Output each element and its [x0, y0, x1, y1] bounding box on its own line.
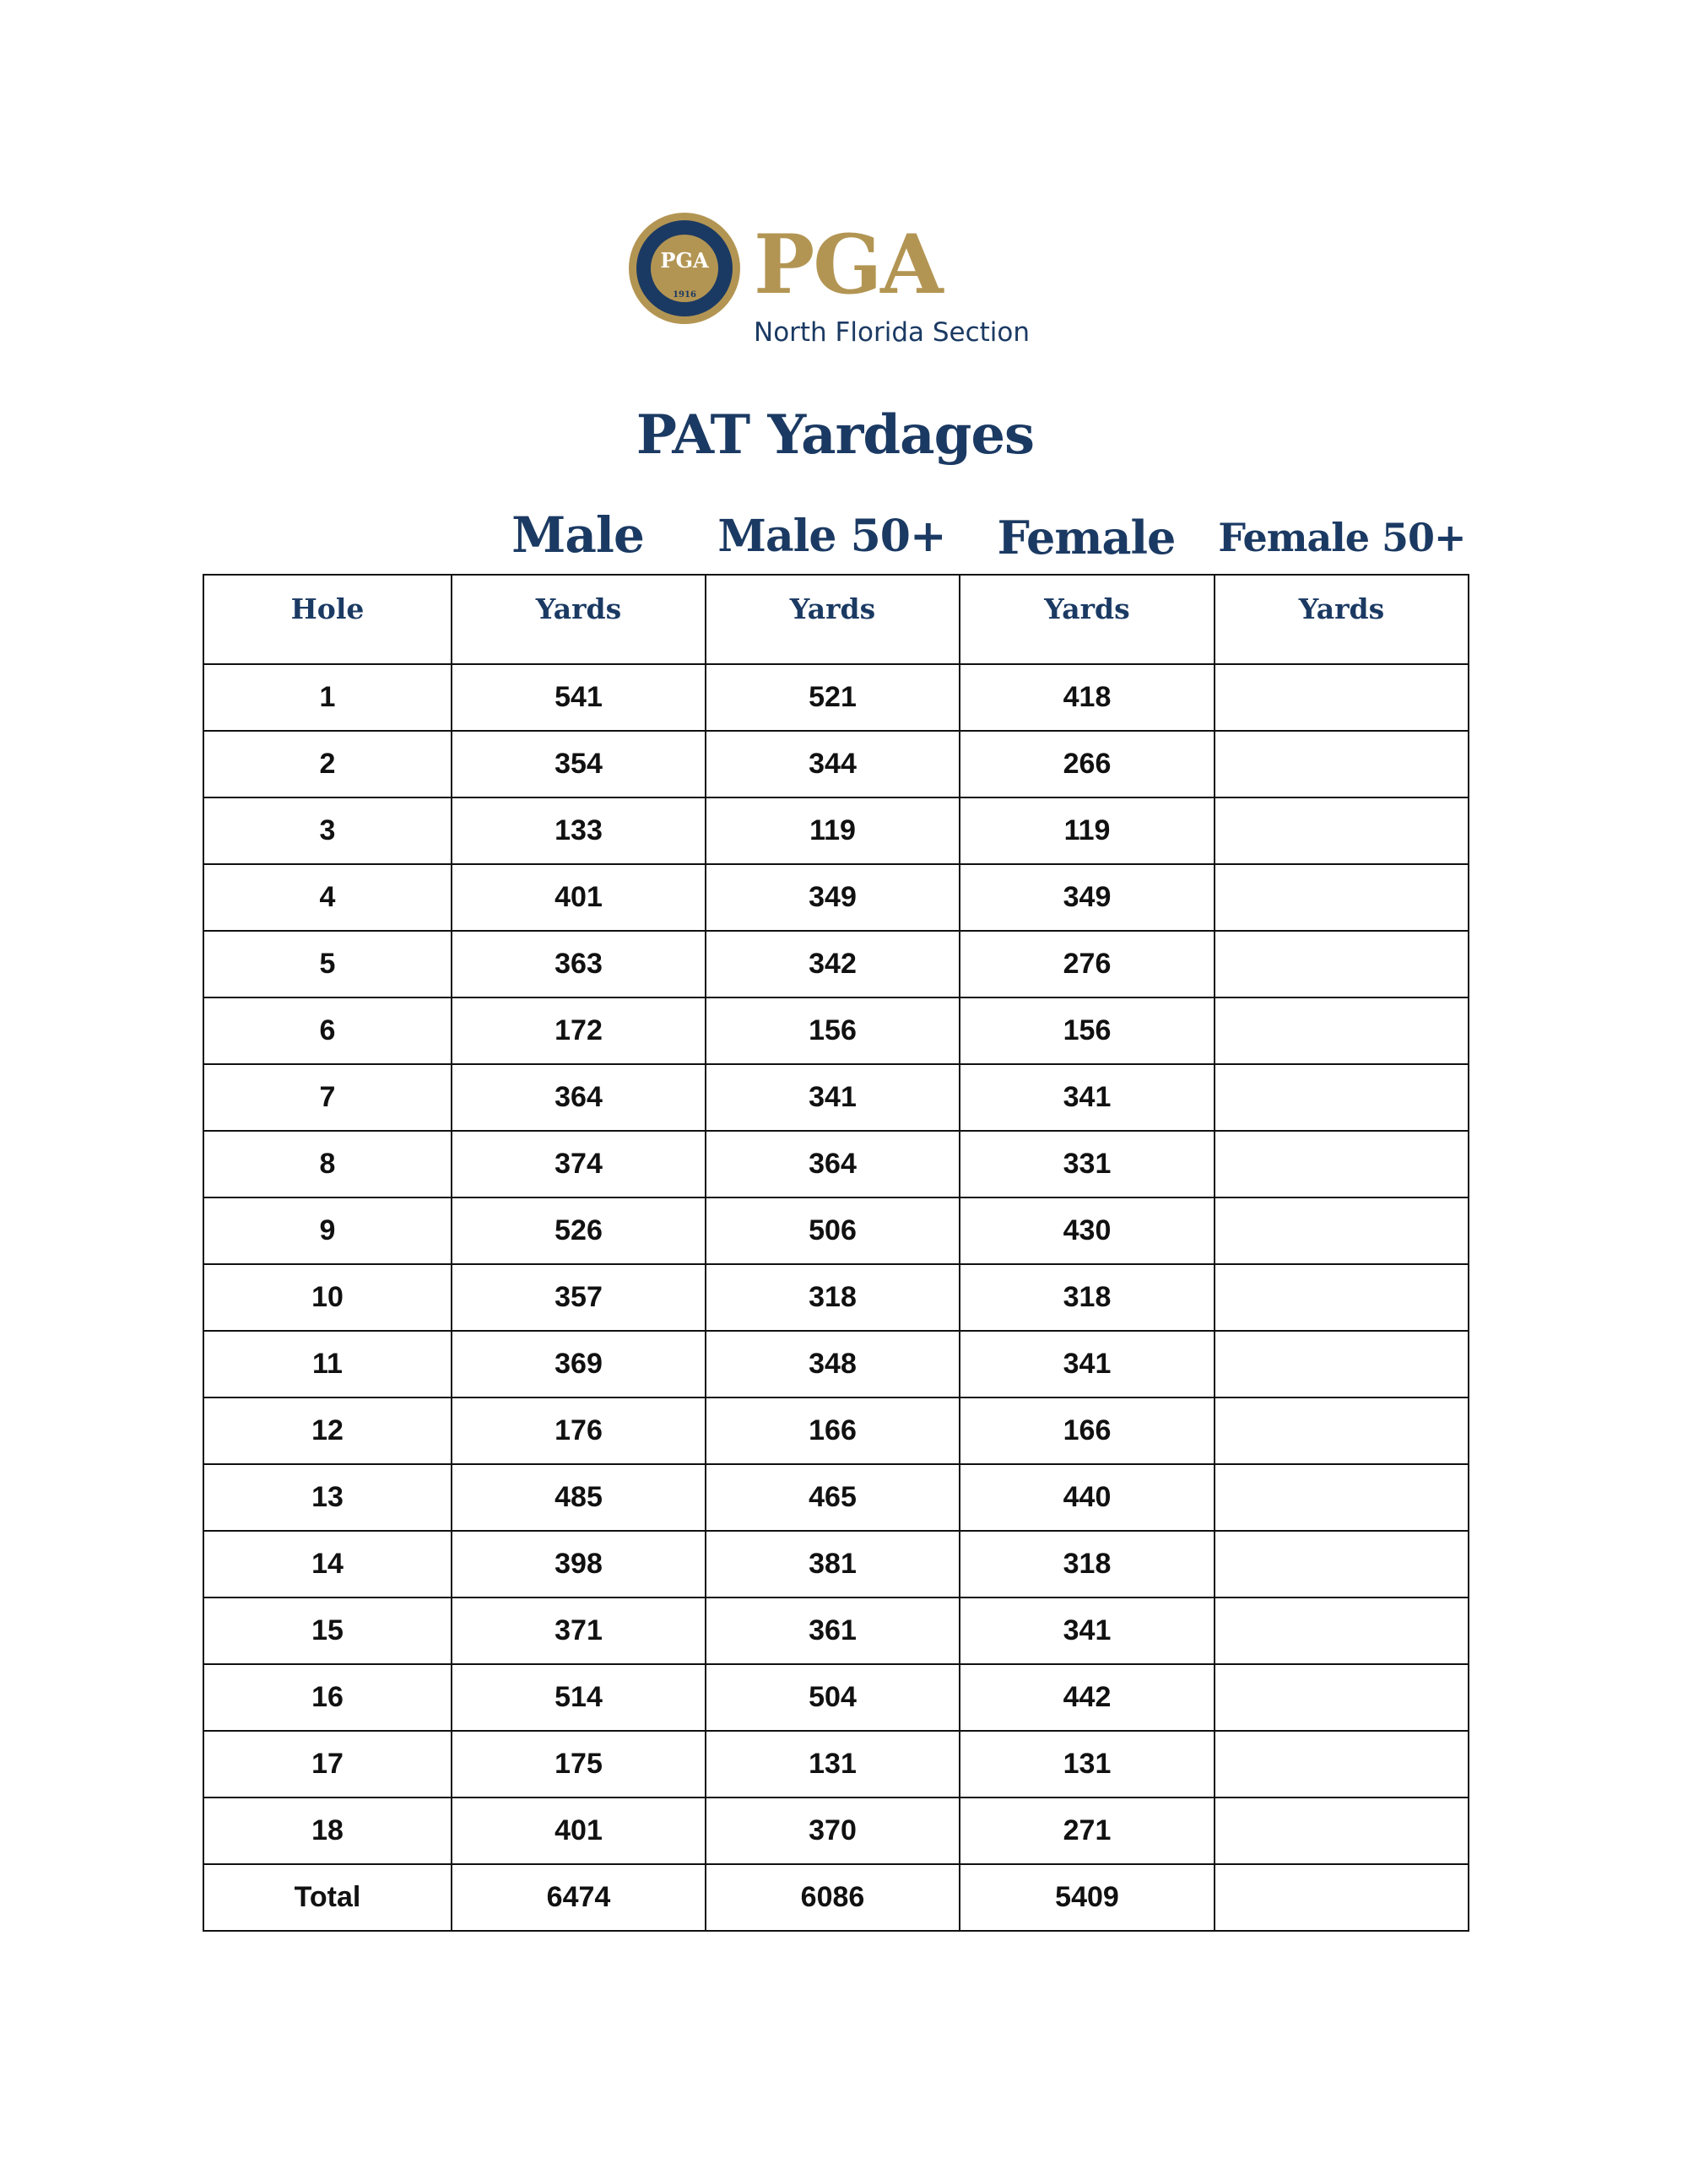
female-yards-cell: 271 [960, 1797, 1215, 1864]
column-header-male-yards: Yards [452, 575, 706, 664]
female-50-yards-cell [1215, 1597, 1469, 1664]
hole-cell: 12 [203, 1397, 452, 1464]
table-row [203, 797, 1469, 864]
male-50-yards-cell: 521 [706, 664, 960, 731]
female-yards-cell: 440 [960, 1464, 1215, 1531]
female-yards-cell: 318 [960, 1531, 1215, 1597]
female-yards-cell: 442 [960, 1664, 1215, 1731]
male-yards-cell: 541 [452, 664, 706, 731]
male-50-yards-cell: 504 [706, 1664, 960, 1731]
total-male-yards-cell: 6474 [452, 1864, 706, 1931]
total-hole-cell: Total [203, 1864, 452, 1931]
hole-cell: 15 [203, 1597, 452, 1664]
hole-cell: 9 [203, 1197, 452, 1264]
hole-cell: 1 [203, 664, 452, 731]
hole-cell: 3 [203, 797, 452, 864]
table-row [203, 1464, 1469, 1531]
male-yards-cell: 354 [452, 731, 706, 797]
female-yards-cell: 119 [960, 797, 1215, 864]
female-50-yards-cell [1215, 1331, 1469, 1397]
male-yards-cell: 369 [452, 1331, 706, 1397]
female-50-yards-cell [1215, 731, 1469, 797]
hole-cell: 6 [203, 997, 452, 1064]
hole-cell: 7 [203, 1064, 452, 1131]
female-yards-cell: 131 [960, 1731, 1215, 1797]
male-yards-cell: 357 [452, 1264, 706, 1331]
column-header-hole: Hole [203, 575, 452, 664]
table-row [203, 1531, 1469, 1597]
hole-cell: 18 [203, 1797, 452, 1864]
male-yards-cell: 401 [452, 864, 706, 931]
male-yards-cell: 398 [452, 1531, 706, 1597]
yardage-table [203, 574, 1469, 1932]
female-50-yards-cell [1215, 1197, 1469, 1264]
group-female: Female [997, 511, 1176, 565]
female-50-yards-cell [1215, 1464, 1469, 1531]
male-50-yards-cell: 348 [706, 1331, 960, 1397]
female-50-yards-cell [1215, 1797, 1469, 1864]
table-row [203, 1131, 1469, 1197]
male-50-yards-cell: 131 [706, 1731, 960, 1797]
male-yards-cell: 133 [452, 797, 706, 864]
female-yards-cell: 430 [960, 1197, 1215, 1264]
column-header-male-50-yards: Yards [706, 575, 960, 664]
page-title: PAT Yardages [636, 403, 1035, 467]
table-row [203, 997, 1469, 1064]
header-row [203, 575, 1469, 664]
table-row [203, 1064, 1469, 1131]
hole-cell: 11 [203, 1331, 452, 1397]
hole-cell: 14 [203, 1531, 452, 1597]
male-yards-cell: 175 [452, 1731, 706, 1797]
group-male: Male [511, 506, 644, 564]
male-50-yards-cell: 381 [706, 1531, 960, 1597]
male-50-yards-cell: 465 [706, 1464, 960, 1531]
section-name: North Florida Section [754, 317, 1031, 348]
female-yards-cell: 156 [960, 997, 1215, 1064]
hole-cell: 2 [203, 731, 452, 797]
male-50-yards-cell: 318 [706, 1264, 960, 1331]
female-50-yards-cell [1215, 1664, 1469, 1731]
total-row [203, 1864, 1469, 1931]
female-yards-cell: 331 [960, 1131, 1215, 1197]
male-yards-cell: 401 [452, 1797, 706, 1864]
table-row [203, 931, 1469, 997]
male-50-yards-cell: 341 [706, 1064, 960, 1131]
male-50-yards-cell: 156 [706, 997, 960, 1064]
male-yards-cell: 363 [452, 931, 706, 997]
hole-cell: 16 [203, 1664, 452, 1731]
female-50-yards-cell [1215, 1397, 1469, 1464]
table-row [203, 1797, 1469, 1864]
group-female-50: Female 50+ [1218, 515, 1466, 560]
column-header-female-yards: Yards [960, 575, 1215, 664]
male-yards-cell: 514 [452, 1664, 706, 1731]
table-row [203, 1264, 1469, 1331]
male-yards-cell: 526 [452, 1197, 706, 1264]
total-female-50-yards-cell [1215, 1864, 1469, 1931]
pga-wordmark: PGA [754, 217, 942, 312]
male-50-yards-cell: 349 [706, 864, 960, 931]
female-yards-cell: 418 [960, 664, 1215, 731]
female-50-yards-cell [1215, 997, 1469, 1064]
female-50-yards-cell [1215, 1064, 1469, 1131]
seal-year: 1916 [673, 290, 696, 300]
hole-cell: 4 [203, 864, 452, 931]
total-male-50-yards-cell: 6086 [706, 1864, 960, 1931]
hole-cell: 10 [203, 1264, 452, 1331]
female-yards-cell: 266 [960, 731, 1215, 797]
table-row [203, 1331, 1469, 1397]
male-yards-cell: 172 [452, 997, 706, 1064]
column-header-female-50-yards: Yards [1215, 575, 1469, 664]
male-yards-cell: 374 [452, 1131, 706, 1197]
group-male-50: Male 50+ [717, 511, 946, 562]
male-50-yards-cell: 364 [706, 1131, 960, 1197]
male-yards-cell: 485 [452, 1464, 706, 1531]
female-yards-cell: 341 [960, 1064, 1215, 1131]
male-50-yards-cell: 119 [706, 797, 960, 864]
male-50-yards-cell: 344 [706, 731, 960, 797]
female-50-yards-cell [1215, 1731, 1469, 1797]
female-50-yards-cell [1215, 1264, 1469, 1331]
female-50-yards-cell [1215, 664, 1469, 731]
male-50-yards-cell: 370 [706, 1797, 960, 1864]
female-50-yards-cell [1215, 797, 1469, 864]
table-row [203, 864, 1469, 931]
female-yards-cell: 341 [960, 1597, 1215, 1664]
table-row [203, 1731, 1469, 1797]
table-row [203, 1197, 1469, 1264]
female-50-yards-cell [1215, 1131, 1469, 1197]
total-female-yards-cell: 5409 [960, 1864, 1215, 1931]
female-yards-cell: 341 [960, 1331, 1215, 1397]
hole-cell: 17 [203, 1731, 452, 1797]
table-row [203, 731, 1469, 797]
male-50-yards-cell: 166 [706, 1397, 960, 1464]
female-yards-cell: 349 [960, 864, 1215, 931]
female-yards-cell: 166 [960, 1397, 1215, 1464]
seal-text: PGA [660, 248, 709, 273]
hole-cell: 8 [203, 1131, 452, 1197]
pga-logo [629, 213, 1051, 356]
table-row [203, 1397, 1469, 1464]
female-yards-cell: 276 [960, 931, 1215, 997]
female-50-yards-cell [1215, 864, 1469, 931]
table-row [203, 664, 1469, 731]
female-50-yards-cell [1215, 1531, 1469, 1597]
table-row [203, 1597, 1469, 1664]
male-50-yards-cell: 506 [706, 1197, 960, 1264]
female-50-yards-cell [1215, 931, 1469, 997]
hole-cell: 5 [203, 931, 452, 997]
pga-seal-icon [629, 213, 740, 324]
male-yards-cell: 371 [452, 1597, 706, 1664]
table-row [203, 1664, 1469, 1731]
male-50-yards-cell: 361 [706, 1597, 960, 1664]
female-yards-cell: 318 [960, 1264, 1215, 1331]
hole-cell: 13 [203, 1464, 452, 1531]
male-yards-cell: 176 [452, 1397, 706, 1464]
male-yards-cell: 364 [452, 1064, 706, 1131]
male-50-yards-cell: 342 [706, 931, 960, 997]
